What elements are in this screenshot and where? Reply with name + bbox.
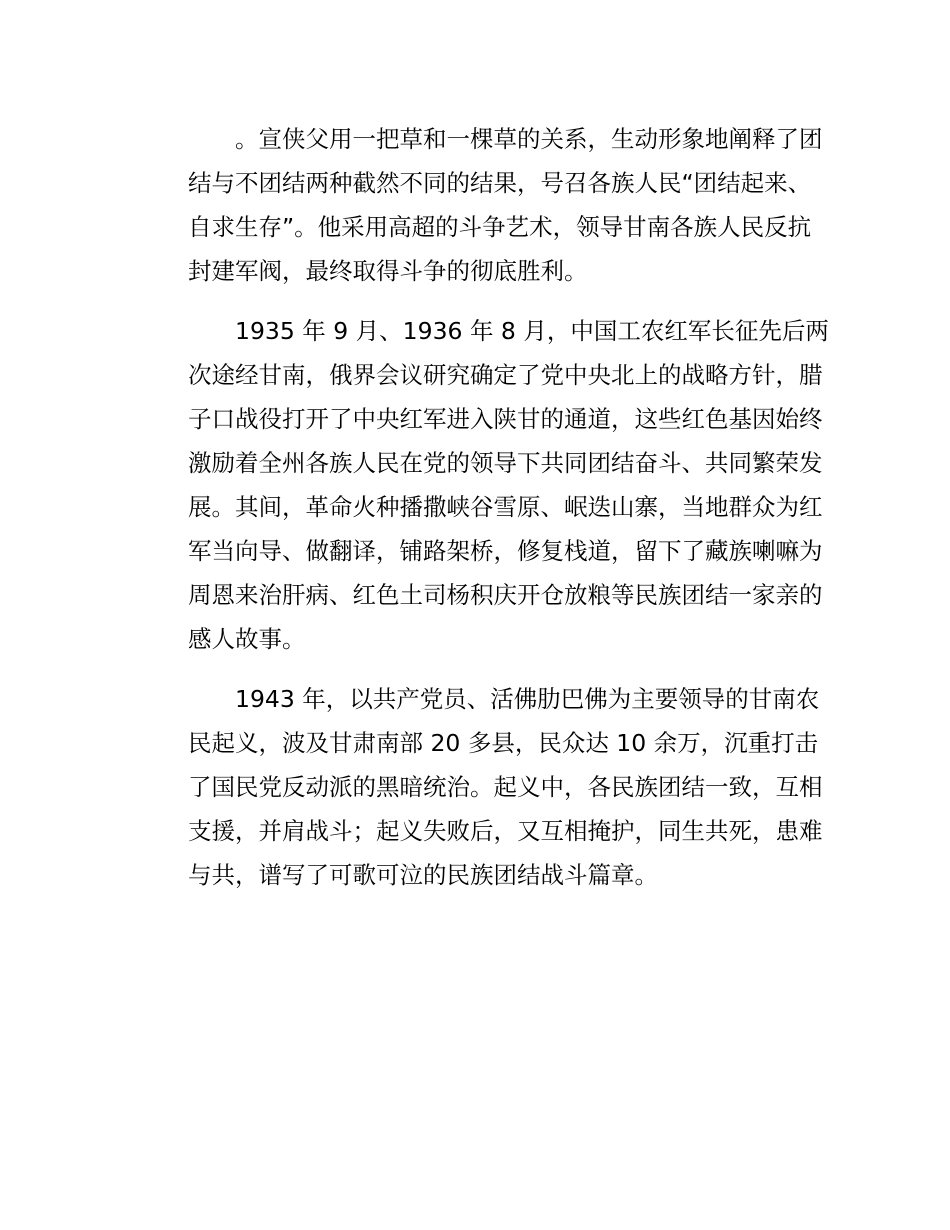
paragraph-line: 民起义，波及甘肃南部 20 多县，民众达 10 余万，沉重打击 [188,729,819,757]
paragraph-line: 军当向导、做翻译，铺路架桥，修复栈道，留下了藏族喇嘛为 [188,537,823,565]
paragraph-line: 感人故事。 [188,625,306,653]
paragraph-line: 子口战役打开了中央红军进入陕甘的通道，这些红色基因始终 [188,405,823,433]
body-text [141,117,829,913]
paragraph-line: 展。其间，革命火种播撒峡谷雪原、岷迭山寨，当地群众为红 [188,493,823,521]
paragraph-line: 自求生存”。他采用高超的斗争艺术，领导甘南各族人民反抗 [188,213,812,241]
paragraph-line: 激励着全州各族人民在党的领导下共同团结奋斗、共同繁荣发 [188,449,823,477]
paragraph-1 [141,117,823,293]
paragraph-line: 周恩来治肝病、红色土司杨积庆开仓放粮等民族团结一家亲的 [188,581,823,609]
paragraph-line: 封建军阀，最终取得斗争的彻底胜利。 [188,257,588,285]
paragraph-line: 与共，谱写了可歌可泣的民族团结战斗篇章。 [188,861,658,889]
paragraph-3 [141,677,823,897]
paragraph-line: 了国民党反动派的黑暗统治。起义中，各民族团结一致，互相 [188,773,823,801]
paragraph-line: 结与不团结两种截然不同的结果，号召各族人民“团结起来、 [188,169,812,197]
paragraph-line: 1943 年，以共产党员、活佛肋巴佛为主要领导的甘南农 [235,685,820,713]
paragraph-line: 次途经甘南，俄界会议研究确定了党中央北上的战略方针，腊 [188,361,823,389]
paragraph-2 [141,309,829,661]
paragraph-line: 1935 年 9 月、1936 年 8 月，中国工农红军长征先后两 [235,317,829,345]
paragraph-line: 。宣侠父用一把草和一棵草的关系，生动形象地阐释了团 [235,125,823,153]
paragraph-line: 支援，并肩战斗；起义失败后，又互相掩护，同生共死，患难 [188,817,823,845]
